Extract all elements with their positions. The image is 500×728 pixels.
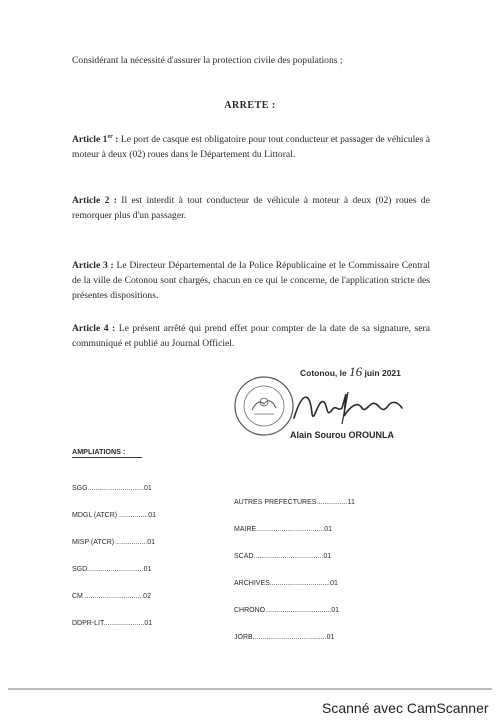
scan-edge: [8, 688, 492, 690]
ampliation-item: ARCHIVES...............................01: [234, 580, 338, 587]
scanner-watermark: Scanné avec CamScanner: [322, 700, 489, 716]
article-1-text: Le port de casque est obligatoire pour tout conducteur et passager de véhicules à moteur à deux (02) roues dans le Département du Littoral.: [72, 134, 430, 161]
article-1: [72, 130, 430, 163]
ampliation-item: DDPR-LIT.....................01: [72, 620, 153, 627]
article-2: [72, 193, 430, 223]
ampliations-right-list: [234, 480, 355, 660]
ampliation-item: CHRONO..................................01: [234, 607, 340, 614]
ampliations-title: AMPLIATIONS :: [72, 447, 126, 456]
ampliation-item: SGD.............................01: [72, 566, 152, 573]
ampliation-item: SCAD....................................01: [234, 553, 332, 560]
signatory-name: Alain Sourou OROUNLA: [290, 430, 394, 440]
ampliation-item: SGG.............................01: [72, 485, 152, 492]
signature-icon: [288, 384, 408, 428]
handwritten-day: 16: [349, 364, 363, 379]
article-4-text: Le présent arrêté qui prend effet pour compter de la date de sa signature, sera communiqué et publié au Journal Officiel.: [72, 323, 430, 350]
ampliation-item: MISP (ATCR) ................01: [72, 539, 155, 546]
ampliation-item: MAIRE...................................01: [234, 526, 333, 533]
article-3-text: Le Directeur Départemental de la Police Républicaine et le Commissaire Central de la ville de Cotonou sont chargés, chacun en ce qui le concerne, de l'application stricte des présentes dispositions.: [72, 260, 430, 302]
considerant-text: Considérant la nécessité d'assurer la protection civile des populations ;: [72, 55, 343, 66]
article-2-label: Article 2 :: [72, 195, 117, 206]
ampliation-item: MDGL (ATCR) ...............01: [72, 512, 157, 519]
ampliations-underline: [72, 457, 142, 458]
arrete-title: ARRETE :: [224, 100, 276, 111]
article-1-label: Article 1er :: [72, 134, 119, 146]
official-stamp: [232, 374, 296, 438]
ampliation-item: CM ..............................02: [72, 593, 151, 600]
article-2-text: Il est interdit à tout conducteur de véhicule à moteur à deux (02) roues de remorquer plus d'un passager.: [72, 195, 430, 222]
place-date: Cotonou, le 16 juin 2021: [300, 364, 401, 379]
ampliation-item: JORB......................................01: [234, 634, 335, 641]
article-4: [72, 321, 430, 351]
article-3-label: Article 3 :: [72, 260, 114, 271]
article-4-label: Article 4 :: [72, 323, 116, 334]
ampliation-item: AUTRES PREFECTURES................11: [234, 499, 355, 506]
article-3: [72, 258, 430, 304]
ampliations-left-list: [72, 466, 156, 646]
